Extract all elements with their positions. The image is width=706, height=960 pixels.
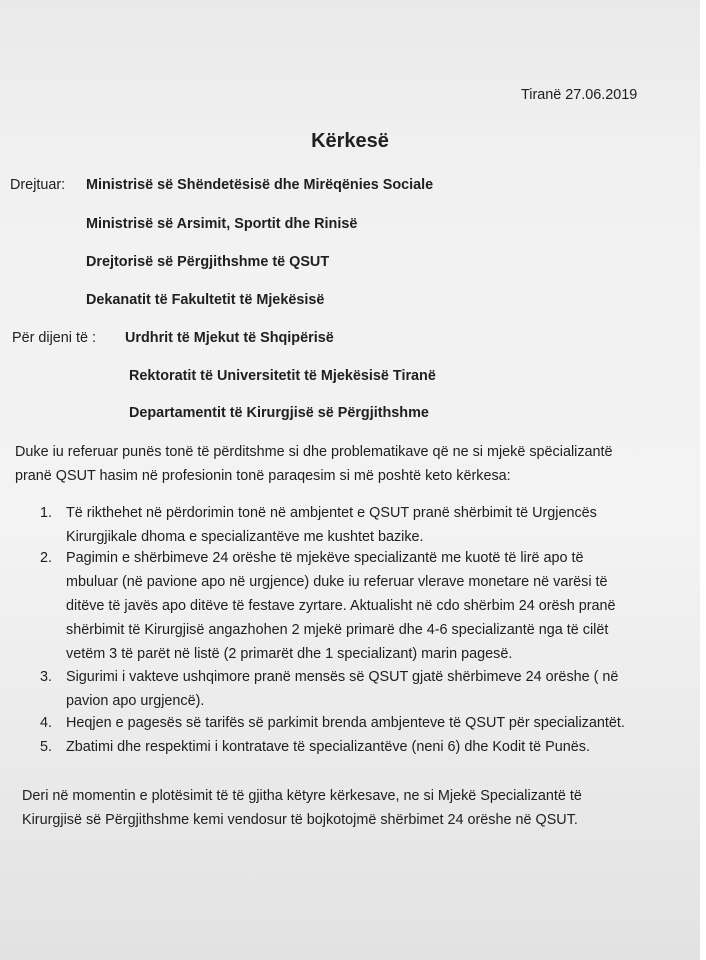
request-text: Të rikthehet në përdorimin tonë në ambjentet e QSUT pranë shërbimit të Urgjencës Kirurgjikale dhoma e specializantëve me kushtet bazike. [66, 505, 597, 545]
request-number: 4. [40, 715, 53, 731]
addressee-1: Ministrisë së Shëndetësisë dhe Mirëqënies Sociale [86, 177, 434, 193]
intro-line-2: pranë QSUT hasim në profesionin tonë paraqesim si më poshtë keto kërkesa: [15, 468, 511, 484]
paper-edge [700, 0, 706, 960]
cc-recipient-1: Urdhrit të Mjekut të Shqipërisë [125, 330, 334, 346]
addressee-4: Dekanatit të Fakultetit të Mjekësisë [86, 292, 325, 308]
request-text: Zbatimi dhe respektimi i kontratave të specializantëve (neni 6) dhe Kodit të Punës. [66, 739, 590, 755]
document-title: Kërkesë [311, 130, 389, 152]
addressee-2: Ministrisë së Arsimit, Sportit dhe Rinisë [86, 216, 358, 232]
cc-recipient-2: Rektoratit të Universitetit të Mjekësisë Tiranë [129, 368, 436, 384]
cc-label: Për dijeni të : [12, 330, 96, 346]
request-text: Sigurimi i vakteve ushqimore pranë mensës së QSUT gjatë shërbimeve 24 orëshe ( në pavion apo urgjencë). [66, 669, 619, 709]
request-number: 5. [40, 739, 53, 755]
request-number: 1. [40, 505, 53, 521]
addressee-3: Drejtorisë së Përgjithshme të QSUT [86, 254, 330, 270]
document-date: Tiranë 27.06.2019 [521, 87, 638, 103]
request-number: 2. [40, 550, 53, 566]
request-number: 3. [40, 669, 53, 685]
request-text: Pagimin e shërbimeve 24 orëshe të mjekëve specializantë me kuotë të lirë apo të mbuluar (në pavione apo në urgjence) duke iu referuar vlerave monetare në varësi të ditëve të javës apo ditëve të festave zyrtare. Aktualisht në cdo shërbim 24 orësh pranë shërbimit të Kirurgjisë angazhohen 2 mjekë primarë dhe 4-6 specializantë nga të cilët vetëm 3 të parët në listë (2 primarët dhe 1 specializant) marin pagesë. [66, 550, 616, 662]
addressed-label: Drejtuar: [10, 177, 66, 193]
closing-paragraph: Deri në momentin e plotësimit të të gjitha këtyre kërkesave, ne si Mjekë Specializantë të Kirurgjisë së Përgjithshme kemi vendosur të bojkotojmë shërbimet 24 orëshe në QSUT. [22, 788, 582, 828]
request-text: Heqjen e pagesës së tarifës së parkimit brenda ambjenteve të QSUT për specializantët. [66, 715, 625, 731]
cc-recipient-3: Departamentit të Kirurgjisë së Përgjithshme [129, 405, 429, 421]
intro-line-1: Duke iu referuar punës tonë të përditshme si dhe problematikave që ne si mjekë spëcializantë [15, 444, 613, 460]
